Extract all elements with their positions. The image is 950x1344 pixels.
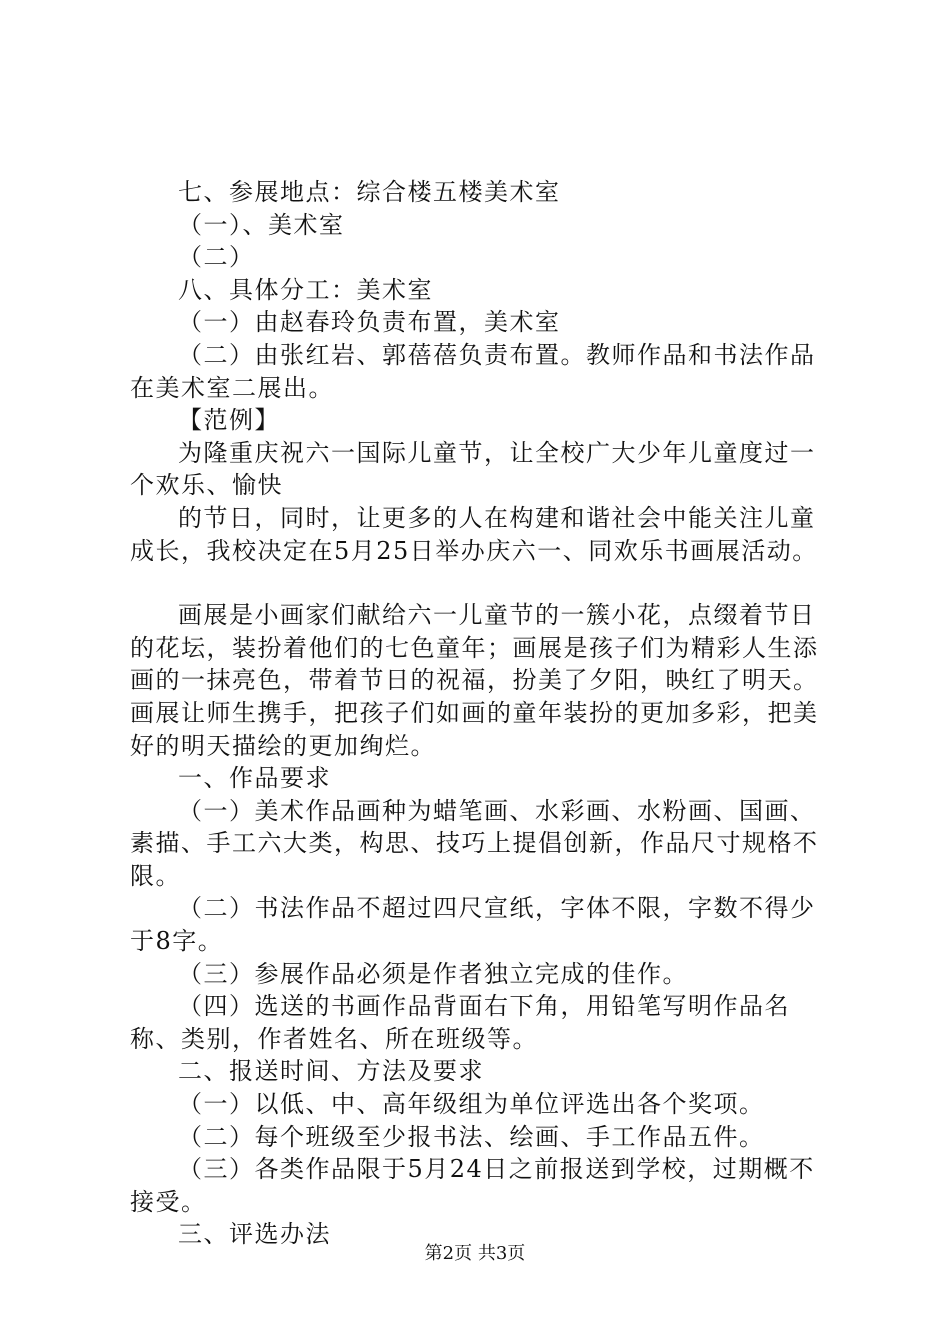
requirement-item-2: （二）书法作品不超过四尺宣纸，字体不限，字数不得少于8字。 [130,894,816,956]
paragraph-spacer [130,567,835,599]
paragraph-intro-1: 为隆重庆祝六一国际儿童节，让全校广大少年儿童度过一个欢乐、愉快 [130,438,816,500]
paragraph-exhibition-description: 画展是小画家们献给六一儿童节的一簇小花，点缀着节日的花坛，装扮着他们的七色童年；画展是孩子们为精彩人生添画的一抹亮色，带着节日的祝福，扮美了夕阳，映红了明天。画展让师生携手，把孩子们如画的童年装扮的更加多彩，把美好的明天描绘的更加绚烂。 [130,601,819,760]
paragraph-example-heading: 【范例】 [178,406,280,435]
paragraph-division-item-1: （一）由赵春玲负责布置，美术室 [178,308,561,337]
requirement-item-3: （三）参展作品必须是作者独立完成的佳作。 [178,959,688,988]
requirement-item-1: （一）美术作品画种为蜡笔画、水彩画、水粉画、国画、素描、手工六大类，构思、技巧上提倡创新，作品尺寸规格不限。 [130,796,819,890]
paragraph-division-item-2: （二）由张红岩、郭蓓蓓负责布置。教师作品和书法作品在美术室二展出。 [130,340,816,402]
paragraph-intro-2: 的节日，同时，让更多的人在构建和谐社会中能关注儿童成长，我校决定在5月25日举办庆六一、同欢乐书画展活动。 [130,503,818,565]
requirement-item-4: （四）选送的书画作品背面右下角，用铅笔写明作品名称、类别，作者姓名、所在班级等。 [130,992,790,1053]
paragraph-venue-item-2: （二） [178,243,255,272]
submission-item-2: （二）每个班级至少报书法、绘画、手工作品五件。 [178,1122,765,1151]
section-heading-submission: 二、报送时间、方法及要求 [178,1057,484,1086]
paragraph-venue: 七、参展地点：综合楼五楼美术室 [178,178,561,206]
paragraph-division: 八、具体分工：美术室 [178,275,433,304]
section-heading-evaluation: 三、评选办法 [178,1220,331,1249]
section-heading-requirements: 一、作品要求 [178,764,331,793]
paragraph-venue-item-1: （一）、美术室 [178,210,345,239]
submission-item-1: （一）以低、中、高年级组为单位评选出各个奖项。 [178,1090,765,1119]
page-footer: 第2页 共3页 [424,1243,526,1264]
submission-item-3: （三）各类作品限于5月24日之前报送到学校，过期概不接受。 [130,1155,815,1216]
document-body [130,176,835,1251]
